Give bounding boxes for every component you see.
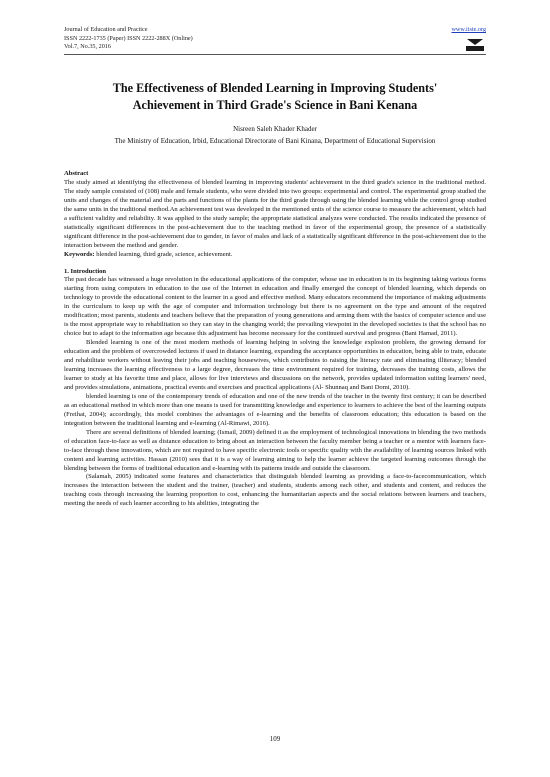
- intro-paragraph: blended learning is one of the contemporary trends of education and one of the new trends of the teacher in the twenty first century; it can be described as an educational method in which more than one means is used for transmitting knowledge and experience to learners to achieve the best of the learning outputs (Freihat, 2004); accordingly, this model combines the advantages of e-learning and the benefits of classroom education; this education is based on the integration between the traditional learning and e-learning (Al-Rimawi, 2016).: [64, 392, 486, 427]
- paper-body: [64, 170, 486, 509]
- keywords-label: Keywords:: [64, 250, 95, 258]
- keywords-text: blended learning, third grade, science, achievement.: [94, 250, 233, 258]
- title-line-2: Achievement in Third Grade's Science in Bani Kenana: [132, 98, 418, 112]
- abstract-heading: Abstract: [64, 170, 89, 177]
- intro-paragraph: Blended learning is one of the most modern methods of learning helping in solving the knowledge explosion problem, the growing demand for education and the problem of overcrowded lectures if used in distance learning, expanding the acceptance opportunities in education, being able to train, educate and rehabilitate workers without leaving their jobs and teaching housewives, which contributes to raising the literacy rate and eliminating illiteracy; blended learning increases the learning effectiveness to a large degree, decreases the time environment required for training, decreases the training costs, allows the learner to study at his favorite time and place, allows for live interviews and discussions on the network, provides updated information suiting learners' need, and provides simulations, animations, practical events and exercises and practical applications (Al- Shunnaq and Bani Domi, 2010).: [64, 339, 486, 391]
- journal-volume: Vol.7, No.35, 2016: [64, 43, 111, 51]
- journal-issn: ISSN 2222-1735 (Paper) ISSN 2222-288X (Online): [64, 34, 193, 42]
- header-divider: [64, 54, 486, 55]
- iiste-logo-icon: [464, 36, 486, 52]
- intro-paragraph: There are several definitions of blended learning; (Ismail, 2009) defined it as the employment of technological innovations in blending the two methods of education face-to-face as well as distance education to bring about an interaction between the faculty member being a teacher or a mentor with learners face-to-face through these innovations, which are not required to have specific electronic tools or specific quality with the availability of learning sources linked with content and learning activities. Hassan (2010) sees that it is a way of learning aiming to help the learner achieve the targeted learning outcomes through the blending between the forms of traditional education and e-learning with its patterns inside and outside the classroom.: [64, 428, 486, 472]
- author-affiliation: The Ministry of Education, Irbid, Educational Directorate of Bani Kinana, Department of Educational Supervision: [114, 137, 436, 145]
- author-name: Nisreen Saleh Khader Khader: [233, 125, 317, 133]
- journal-url-link[interactable]: www.iiste.org: [451, 26, 486, 33]
- keywords-line: [64, 251, 486, 260]
- introduction-heading: 1. Introduction: [64, 267, 107, 275]
- abstract-text: The study aimed at identifying the effectiveness of blended learning in improving students' achievement in the third grade's science in the traditional method. The study sample consisted of (108) male and female students, who were divided into two groups: experimental and control. The experimental group studied the units and changes of the material and the parts and functions of the plants for the third grade through using the blended learning while the control group studied the same units in the traditional method.An achievement test was developed in the mentioned units of the science course to measure the achievement, which had a sufficient validity and reliability. It was applied to the study sample; the appropriate statistical analyzes were conducted. The results indicated the presence of statistically significant differences in the post-achievement due to the teaching method in favor of the experimental group, the presence of a statistically significant difference in the post-achievement due to gender, in favor of males and lack of a statistically significant difference in the post-achievement due to the interaction between the method and gender.: [64, 178, 486, 249]
- paper-title: [60, 80, 490, 114]
- title-line-1: The Effectiveness of Blended Learning in Improving Students': [112, 81, 438, 95]
- page-number: 109: [269, 735, 281, 743]
- intro-paragraph: (Salamah, 2005) indicated some features and characteristics that distinguish blended learning as providing a face-to-facecommunication, which increases the interaction between the student and the trainer, (teacher) and students, students among each other, and students and content, and reduces the teaching costs through increasing the learning proportion to cost, enhancing the humanitarian aspects and the social relations between learners and teachers, meeting the needs of each learner according to his abilities, integrating the: [64, 473, 486, 508]
- journal-header: [64, 26, 193, 52]
- section-spacer: [64, 260, 486, 268]
- intro-paragraph: The past decade has witnessed a huge revolution in the educational applications of the computer, whose use in education is in its beginning taking various forms starting from using computers in education to the use of the Internet in education and finally emerged the concept of blended learning, which depends on technology to provide the educational content to the learner in a good and effective method. Many educators recommend the importance of making adjustments in the curriculum to keep up with the age of computer and information technology but there is no agreement on the type and amount of the required modification; most parents, students and teachers believe that the preparation of young generations and arming them with the basics of computer science and use is the most appropriate way to rehabilitation so they can stay in the changing world; the prevailing viewpoint in the developed societies is that the school has no choice but to adapt to the information age because this adjustment has become necessary for the continued survival and progress (Bani Hamad, 2011).: [64, 276, 486, 338]
- journal-name: Journal of Education and Practice: [64, 26, 148, 33]
